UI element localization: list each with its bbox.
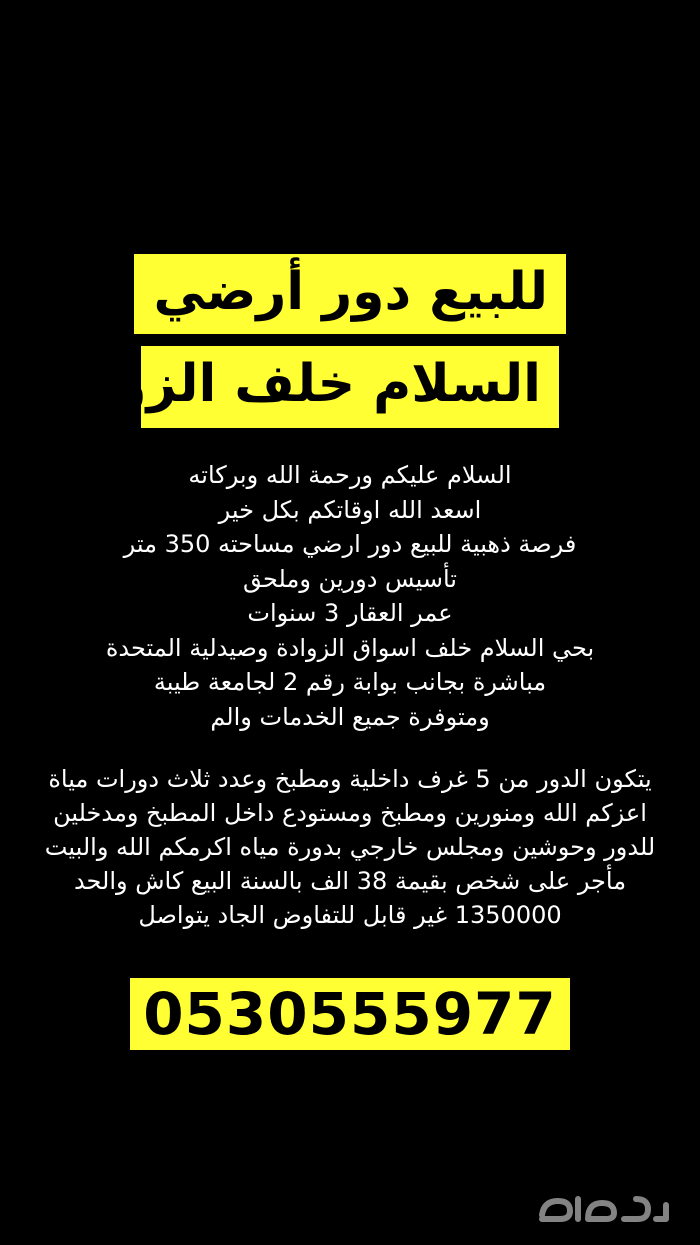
intro-line: اسعد الله اوقاتكم بكل خير [218, 495, 482, 524]
intro-line: فرصة ذهبية للبيع دور ارضي مساحته 350 متر [123, 530, 577, 558]
intro-text-block [20, 458, 680, 734]
intro-line: عمر العقار 3 سنوات [247, 599, 453, 627]
intro-line: تأسيس دورين وملحق [243, 564, 457, 593]
details-text-block [20, 762, 680, 932]
headline-line-1: للبيع دور أرضي حي [134, 254, 566, 334]
intro-line: بحي السلام خلف اسواق الزوادة وصيدلية المتحدة [105, 633, 595, 662]
details-line: للدور وحوشين ومجلس خارجي بدورة مياه اكرمكم الله والبيت [44, 833, 656, 861]
intro-line: مباشرة بجانب بوابة رقم 2 لجامعة طيبة [153, 668, 547, 696]
details-line: 1350000 غير قابل للتفاوض الجاد يتواصل [138, 901, 562, 929]
haraj-logo [534, 1185, 674, 1229]
headline-line-2: السلام خلف الزوادة [141, 346, 559, 428]
details-line: اعزكم الله ومنورين ومطبخ ومستودع داخل المطبخ ومدخلين [53, 799, 647, 827]
phone-number: 0530555977 [130, 978, 570, 1050]
intro-line: السلام عليكم ورحمة الله وبركاته [188, 461, 512, 489]
intro-line: ومتوفرة جميع الخدمات والم [210, 702, 490, 731]
details-line: مأجر على شخص بقيمة 38 الف بالسنة البيع كاش والحد [73, 867, 627, 895]
details-line: يتكون الدور من 5 غرف داخلية ومطبخ وعدد ثلاث دورات مياة [48, 765, 652, 793]
